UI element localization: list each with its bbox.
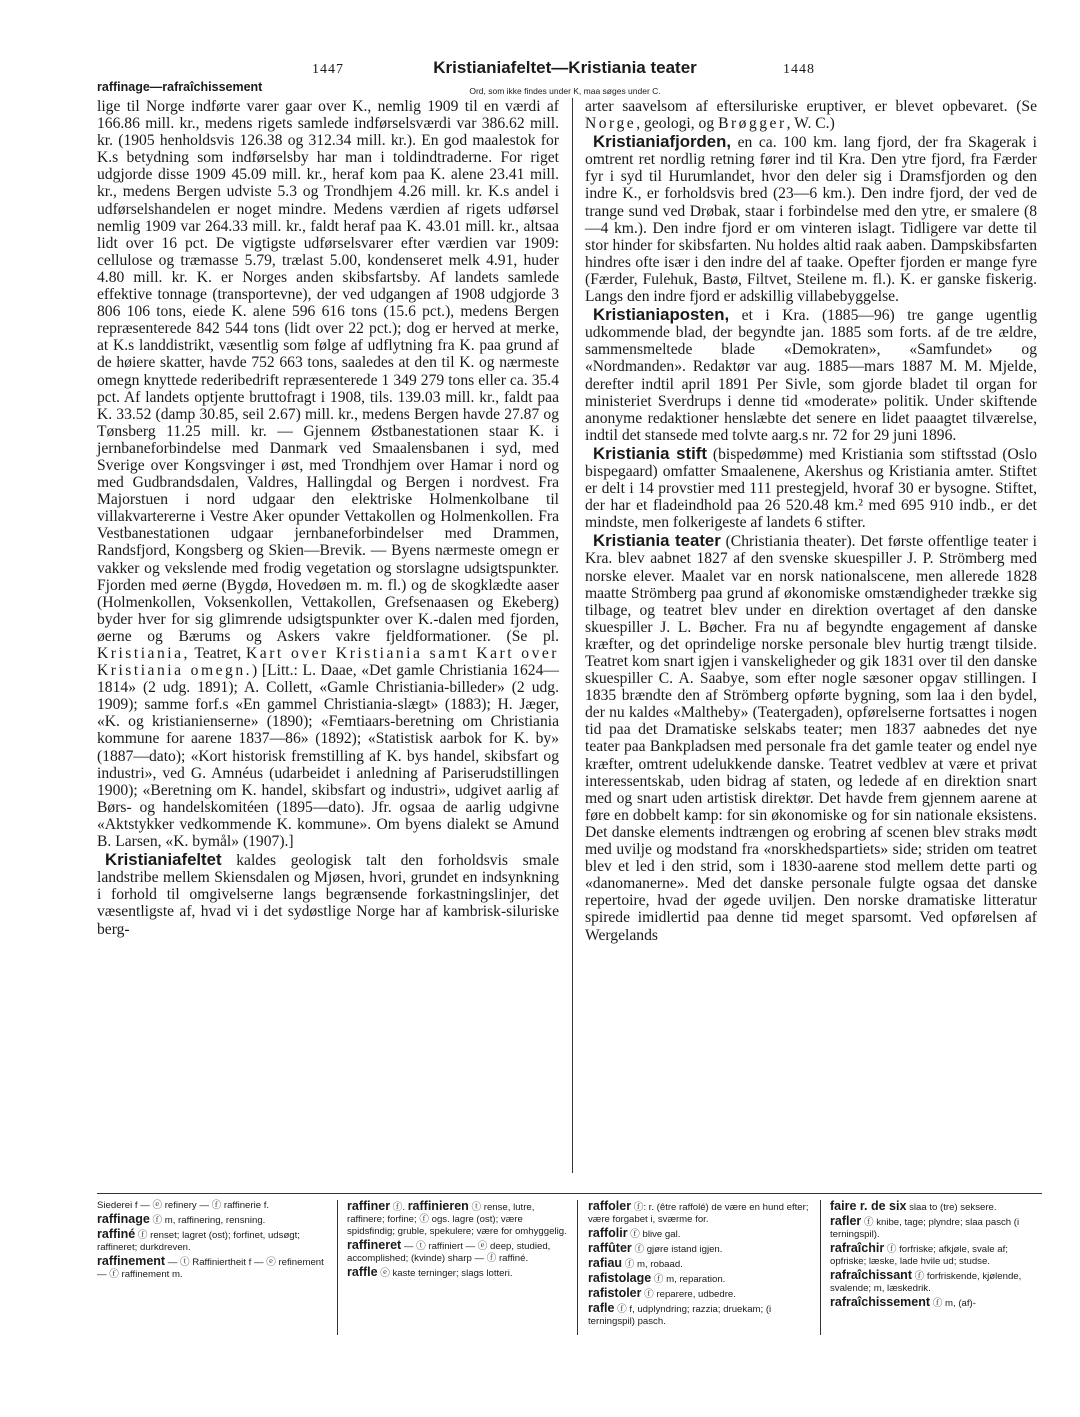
running-head-left: raffinage—rafraîchissement	[97, 80, 263, 94]
column-divider	[572, 98, 573, 1173]
footer-divider-3	[820, 1200, 821, 1335]
footer-entry-text: ⓕ m, (af)-	[932, 1298, 976, 1309]
article-text: (Christiania theater). Det første offentlige teater i Kra. blev aabnet 1827 af den svenske skuespiller J. P. Strömberg med norske elever. Maalet var en norsk nationalscene, men allerede 1828 maatte Strömberg paa grund af økonomiske omstændigheder trække sig tilbage, og teatret blev under en direktion overtaget af den danske skuespiller J. L. Bøcher. Fra nu af begyndte engagement af danske kræfter, og det oprindelige norske personale blev hurtig trængt tilside. Teatret kom snart igjen i vanskeligheder og gik 1831 over til den danske skuespiller C. A. Saabye, som efter nogle sæsoner opgav stillingen. I 1835 brændte den af Strömberg opførte bygning, som laa i den bydel, der nu kaldes «Maltheby» (Teatergaden), opførelserne fortsattes i nogen tid paa det Dramatiske selskabs teater; men 1837 aabnedes det nye teater paa Bankpladsen med personale fra det gamle teater og endel nye kræfter, omtrent udelukkende danske. Teatret vedblev at være et privat interessentskab, uden bidrag af staten, og ledede af en direktion snart med og snart uden artistisk direktør. Det havde frem gjennem aarene at føre en dobbelt kamp: for sin økonomiske og for sin nationale eksistens. Det danske elements indtrængen og erobring af scenen blev straks mødt med uvilje og modstand fra «norskhedspartiets» side; striden om teatret blev et led i den strid, som i 1830-aarene stod mellem dette parti og «danomanerne». Med det danske personale fulgte ogsaa det danske repertoire, hvad der øgede uviljen. Den norske dramatiske litteratur spirede imidlertid paa denne tid meget sparsomt. Ved opførelsen af Wergelands	[585, 533, 1037, 944]
footer-entry	[347, 1266, 567, 1280]
footer-entry	[588, 1257, 810, 1271]
footer-headword: raffolir	[588, 1226, 628, 1240]
article-text: en ca. 100 km. lang fjord, der fra Skagerak i omtrent ret nordlig retning fører ind til Kra. Den ytre fjord, fra Færder fyr i syd til Hurumlandet, hvor den deler sig i Dramsfjorden og den indre K., er forholdsvis bred (23—6 km.). Den indre fjord, der ved de trange sund ved Drøbak, staar i forbindelse med den ytre, er smalere (8—4 km.). Den indre fjord er om vinteren islagt. Tidligere var dette til stor hinder for skibsfarten. Nu holdes altid raak aaben. Dampskibsfarten hindres ofte især i den indre del af taake. Opefter fjorden er mange fyre (Færder, Fulehuk, Bastø, Filtvet, Steilene m. fl.). K. er ganske fiskerig. Langs den indre fjord er adskillig villabebyggelse.	[585, 134, 1038, 306]
article-kristianiafjorden	[585, 133, 1037, 305]
article-text: , geologi, og	[636, 115, 715, 133]
article-text: , W. C.)	[786, 115, 835, 133]
footer-entry-text: — ⓣ Raffiniertheit f — ⓔ refinement — ⓕ raffinement m.	[97, 1257, 324, 1280]
article-kristianiafeltet	[97, 851, 559, 937]
right-column	[585, 98, 1037, 945]
headword-kristiania-stift: Kristiania stift	[593, 443, 707, 463]
footer-entry	[830, 1296, 1042, 1310]
footer-entry-text: ⓕ m, robaad.	[624, 1259, 683, 1270]
footer-divider	[97, 1193, 1042, 1194]
footer-entry	[588, 1287, 810, 1301]
footer-entry	[97, 1213, 325, 1227]
footer-entry	[830, 1215, 1042, 1241]
footer-headword: rafiau	[588, 1256, 623, 1270]
headword-kristianiafjorden: Kristianiafjorden,	[593, 132, 732, 152]
footer-headword: rafraîchissement	[830, 1295, 931, 1309]
headword-kristianiafeltet: Kristianiafeltet	[105, 850, 222, 870]
plate-reference: Kristiania,	[97, 645, 190, 662]
footer-headword: raffiné	[97, 1227, 136, 1241]
page-title: Kristianiafeltet—Kristiania teater	[433, 58, 697, 77]
header-note: Ord, som ikke findes under K, maa søges under C.	[469, 86, 661, 96]
footer-entry	[588, 1272, 810, 1286]
footer-divider-2	[577, 1200, 578, 1335]
footer-headword: raffinage	[97, 1212, 150, 1226]
footer-headword: rafle	[588, 1301, 615, 1315]
footer-entry-text: ⓕ reparere, udbedre.	[644, 1289, 736, 1300]
footer-headword: raffûter	[588, 1241, 632, 1255]
footer-entry-text: ⓕ f, udplyndring; razzia; druekam; (i terningspil) pasch.	[588, 1304, 772, 1327]
footer-entry	[588, 1242, 810, 1256]
footer-entry-text: ⓕ blive gal.	[630, 1229, 681, 1240]
footer-entry-text: Siederei f — ⓔ refinery — ⓕ raffinerie f.	[97, 1200, 270, 1211]
footer-column-2	[347, 1200, 567, 1281]
footer-entry-text: — ⓣ raffiniert — ⓔ deep, studied, accomplished; (kvinde) sharp — ⓕ raffiné.	[347, 1241, 551, 1264]
footer-entry	[97, 1200, 325, 1212]
footer-headword: rafistolage	[588, 1271, 652, 1285]
footer-headword: faire r. de six	[830, 1199, 907, 1213]
article-text: lige til Norge indførte varer gaar over K., nemlig 1909 til en værdi af 166.86 mill. kr., medens rigets samlede indførselsværdi var 386.62 mill. kr. (1905 henholdsvis 126.38 og 312.34 mill. kr.). En god maalestok for K.s betydning som indførselsby har man i toldindtraderne. For riget udgjorde disse 1909 45.09 mill. kr., heraf kom paa K. alene 23.41 mill. kr., medens Bergen udviste 5.3 og Trondhjem 4.26 mill. kr. K.s andel i udførselshandelen er noget mindre. Medens værdien af rigets udførsel nemlig 1909 var 264.33 mill. kr., faldt heraf paa K. 43.01 mill. kr., altsaa lidt over 16 pct. De vigtigste udførselsvarer efter værdien var 1909: cellulose og træmasse 5.79, trælast 5.00, kondenseret melk 4.91, huder 4.80 mill. kr. K. er Norges anden skibsfartsby. Af landets samlede effektive tonnage (transportevne), der ved udgangen af 1908 udgjorde 3 806 106 tons, eiede K. alene 596 616 tons (15.6 pct.), medens Bergen repræsenterede 842 544 tons (lidt over 22 pct.); dog er herved at merke, at K.s landdistrikt, væsentlig som følge af udflytning fra K. paa grund af de høiere skatter, havde 752 663 tons, saaledes at den til K. og nærmeste omegn knyttede rederibedrift repræsenterede 1 349 279 tons eller ca. 35.4 pct. Af landets optjente bruttofragt i 1908, tils. 139.03 mill. kr., faldt paa K. 33.52 (damp 30.85, seil 2.67) mill. kr., medens Bergen havde 27.87 og Tønsberg 11.25 mill. kr. — Gjennem Østbanestationen staar K. i jernbaneforbindelse med Danmark ved Smaalensbanen i syd, med Sverige over Kongsvinger i øst, med Trondhjem over Hamar i nord og med Gudbrandsdalen, Valdres, Hallingdal og Bergen i nordvest. Fra Majorstuen i nord udgaar den elektriske Holmenkolbane til villakvartererne i Vestre Aker opunder Vettakollen og Holmenkollen. Fra Vestbanestationen udgaar jernbaneforbindelser med Drammen, Randsfjord, Kongsberg og Skien—Brevik. — Byens nærmeste omegn er vakker og vekslende med frodig vegetation og storslagne udsigtspunkter. Fjorden med øerne (Bygdø, Hovedøen m. m. fl.) og de skogklædte aaser (Holmenkollen, Voksenkollen, Vettakollen, Grefsenaasen og Ekeberg) byder hver for sig glimrende udsigtspunkter over K.-dalen med fjorden, øerne og Bærums og Askers vakre fjeldformationer. (Se pl.	[97, 98, 559, 645]
footer-entry	[588, 1200, 810, 1226]
article-kristianiaposten	[585, 306, 1037, 444]
cross-reference-brogger: Brøgger	[718, 115, 787, 133]
footer-entry	[588, 1302, 810, 1328]
footer-entry	[830, 1269, 1042, 1295]
footer-headword: raffiner	[347, 1199, 391, 1213]
page-number-right: 1448	[783, 62, 815, 77]
footer-headword: raffoler	[588, 1199, 632, 1213]
footer-entry-text: ⓕ forfriske; afkjøle, svale af; opfriske; læske, lade hvile ud; studse.	[830, 1244, 1008, 1267]
footer-headword: rafraîchir	[830, 1241, 885, 1255]
article-text: (bispedømme) med Kristiania som stiftsstad (Oslo bispegaard) omfatter Smaalenene, Akershus og Kristiania amter. Stiftet er delt i 14 provstier med 111 prestegjeld, hvoraf 30 er bysogne. Stiftet, der har et fladeindhold paa 26 520.48 km.² med 695 910 indb., er det mindste, men folkerigeste af landets 6 stifter.	[585, 445, 1038, 532]
article-kristiania-continuation: lige til Norge indførte varer gaar over K., nemlig 1909 til en værdi af 166.86 mill. kr., medens rigets samlede indførselsværdi var 386.62 mill. kr. (1905 henholdsvis 126.38 og 312.34 mill. kr.). En god maalestok for K.s betydning som indførselsby har man i toldindtraderne. For riget udgjorde disse 1909 45.09 mill. kr., heraf kom paa K. alene 23.41 mill. kr., medens Bergen udviste 5.3 og Trondhjem 4.26 mill. kr. K.s andel i udførselshandelen er noget mindre. Medens værdien af rigets udførsel nemlig 1909 var 264.33 mill. kr., faldt heraf paa K. 43.01 mill. kr., altsaa lidt over 16 pct. De vigtigste udførselsvarer efter værdien var 1909: cellulose og træmasse 5.79, trælast 5.00, kondenseret melk 4.91, huder 4.80 mill. kr. K. er Norges anden skibsfartsby. Af landets samlede effektive tonnage (transportevne), der ved udgangen af 1908 udgjorde 3 806 106 tons, eiede K. alene 596 616 tons (15.6 pct.), medens Bergen repræsenterede 842 544 tons (lidt over 22 pct.); dog er herved at merke, at K.s landdistrikt, væsentlig som følge af udflytning fra K. paa grund af de høiere skatter, havde 752 663 tons, saaledes at den til K. og nærmeste omegn knyttede rederibedrift repræsenterede 1 349 279 tons eller ca. 35.4 pct. Af landets optjente bruttofragt i 1908, tils. 139.03 mill. kr., faldt paa K. 33.52 (damp 30.85, seil 2.67) mill. kr., medens Bergen havde 27.87 og Tønsberg 11.25 mill. kr. — Gjennem Østbanestationen staar K. i jernbaneforbindelse med Danmark ved Smaalensbanen i syd, med Sverige over Kongsvinger i øst, med Trondhjem over Hamar i nord og med Gudbrandsdalen, Valdres, Hallingdal og Bergen i nordvest. Fra Majorstuen i nord udgaar den elektriske Holmenkolbane til villakvartererne i Vestre Aker opunder Vettakollen og Holmenkollen. Fra Vestbanestationen udgaar jernbaneforbindelser med Drammen, Randsfjord, Kongsberg og Skien—Brevik. — Byens nærmeste omegn er vakker og vekslende med frodig vegetation og storslagne udsigtspunkter. Fjorden med øerne (Bygdø, Hovedøen m. m. fl.) og de skogklædte aaser (Holmenkollen, Voksenkollen, Vettakollen, Grefsenaasen og Ekeberg) byder hver for sig glimrende udsigtspunkter over K.-dalen med fjorden, øerne og Bærums og Askers vakre fjeldformationer. (Se pl. Kristiania, Teatret, Kart over Kristiania samt Kart over Kristiania omegn.) [Litt.: L. Daae, «Det gamle Christiania 1624—1814» (2 udg. 1891); A. Collett, «Gamle Christiania-billeder» (2 udg. 1909); samme forf.s «En gammel Christiania-slægt» (1883); H. Jæger, «K. og kristianienserne» (1890); «Femtiaars-beretning om Christiania kommune for aarene 1837—86» (1892); «Statistisk aarbok for K. by» (1887—dato); «Kort historisk fremstilling af K. bys handel, skibsfart og industri», ved G. Amnéus (udarbeidet i anledning af Pariserudstillingen 1900); «Beretning om K. handel, skibsfart og industri», udgivet aarlig af Børs- og handelskomitéen (1895—dato). Jfr. ogsaa de aarlig udgivne «Aktstykker vedkommende K. kommune». Om byens dialekt se Amund B. Larsen, «K. bymål» (1907).]	[97, 98, 559, 851]
footer-entry-text: ⓕ: r. (être raffolé) de være en hund efter; være forgabet i, sværme for.	[588, 1202, 809, 1225]
footer-entry-text: ⓕ m, reparation.	[653, 1274, 726, 1285]
article-text: et i Kra. (1885—96) tre gange ugentlig udkommende blad, der begyndte jan. 1885 som forts. af de tre ældre, sammensmeltede blade «Demokraten», «Samfundet» og «Nordmanden». Redaktør var aug. 1885—mars 1887 M. M. Mjelde, derefter indtil april 1891 Per Sivle, som gjorde bladet til organ for ministeriet Sverdrups i denne tid «moderate» politik. Under skiftende anonyme redaktioner henslæbte det senere en lidet paaagtet tilværelse, indtil det stansede med tolvte aarg.s nr. 72 for 29 juni 1896.	[585, 307, 1037, 444]
footer-headword: raffinement	[97, 1254, 166, 1268]
footer-entry-text: ⓕ renset; lagret (ost); forfinet, udsøgt; raffineret; durkdreven.	[97, 1230, 300, 1253]
article-text: arter saavelsom af eftersiluriske eruptiver, er blevet opbevaret. (Se	[585, 98, 1037, 115]
footer-entry	[97, 1255, 325, 1281]
headword-kristianiaposten: Kristianiaposten,	[593, 305, 730, 325]
footer-headword: raffineret	[347, 1238, 402, 1252]
footer-entry-text: ⓕ gjøre istand igjen.	[634, 1244, 723, 1255]
map-reference: Kart over Kristiania samt Kart over Kristiania omegn.	[97, 645, 559, 680]
footer-entry	[588, 1227, 810, 1241]
footer-entry	[97, 1228, 325, 1254]
left-column	[97, 98, 559, 939]
footer-entry-text: ⓣ rense, lutre, raffinere; forfine; ⓕ ogs. lagre (ost); være spidsfindig; gruble, spekulere; være for omhyggelig.	[347, 1202, 567, 1237]
footer-entry	[830, 1200, 1042, 1214]
footer-headword: rafistoler	[588, 1286, 642, 1300]
footer-headword: raffinieren	[407, 1199, 469, 1213]
cross-reference-norge: Norge	[585, 115, 637, 133]
article-kristiania-stift	[585, 445, 1037, 531]
headword-kristiania-teater: Kristiania teater	[593, 531, 721, 551]
footer-entry-text: slaa to (tre) seksere.	[909, 1202, 997, 1213]
footer-entry-text: ⓕ m, raffinering, rensning.	[152, 1215, 266, 1226]
plate-reference-teatret: Teatret	[194, 645, 238, 662]
page-number-left: 1447	[312, 62, 344, 77]
article-kristianiafeltet-continuation	[585, 98, 1037, 132]
footer-entry	[347, 1239, 567, 1265]
footer-entry-text: ⓔ kaste terninger; slags lotteri.	[380, 1268, 513, 1279]
footer-headword: rafraîchissant	[830, 1268, 912, 1282]
article-kristiania-teater	[585, 532, 1037, 943]
footer-headword: rafler	[830, 1214, 862, 1228]
footer-divider-1	[337, 1200, 338, 1335]
footer-column-1	[97, 1200, 325, 1282]
footer-entry	[347, 1200, 567, 1238]
footer-entry-text: ⓕ.	[392, 1202, 406, 1213]
literature-references: [Litt.: L. Daae, «Det gamle Christiania 1624—1814» (2 udg. 1891); A. Collett, «Gamle Christiania-billeder» (2 udg. 1909); samme forf.s «En gammel Christiania-slægt» (1883); H. Jæger, «K. og kristianienserne» (1890); «Femtiaars-beretning om Christiania kommune for aarene 1837—86» (1892); «Statistisk aarbok for K. by» (1887—dato); «Kort historisk fremstilling af K. bys handel, skibsfart og industri», ved G. Amnéus (udarbeidet i anledning af Pariserudstillingen 1900); «Beretning om K. handel, skibsfart og industri», udgivet aarlig af Børs- og handelskomitéen (1895—dato). Jfr. ogsaa de aarlig udgivne «Aktstykker vedkommende K. kommune». Om byens dialekt se Amund B. Larsen, «K. bymål» (1907).]	[97, 662, 559, 851]
footer-column-3	[588, 1200, 810, 1329]
footer-column-4	[830, 1200, 1042, 1311]
article-text: kaldes geologisk talt den forholdsvis smale landstribe mellem Skiensdalen og Mjøsen, hvori, grundet en indsynkning i forhold til omgivelserne langs begrænsende forkastningslinjer, det væsentligste af, hvad vi i det sydøstlige Norge har af kambrisk-siluriske berg-	[97, 852, 559, 938]
footer-entry	[830, 1242, 1042, 1268]
footer-headword: raffle	[347, 1265, 378, 1279]
footer-entry-text: ⓕ knibe, tage; plyndre; slaa pasch (i terningspil).	[830, 1217, 1020, 1240]
footer-entry-text: ⓕ forfriskende, kjølende, svalende; m, læskedrik.	[830, 1271, 1022, 1294]
